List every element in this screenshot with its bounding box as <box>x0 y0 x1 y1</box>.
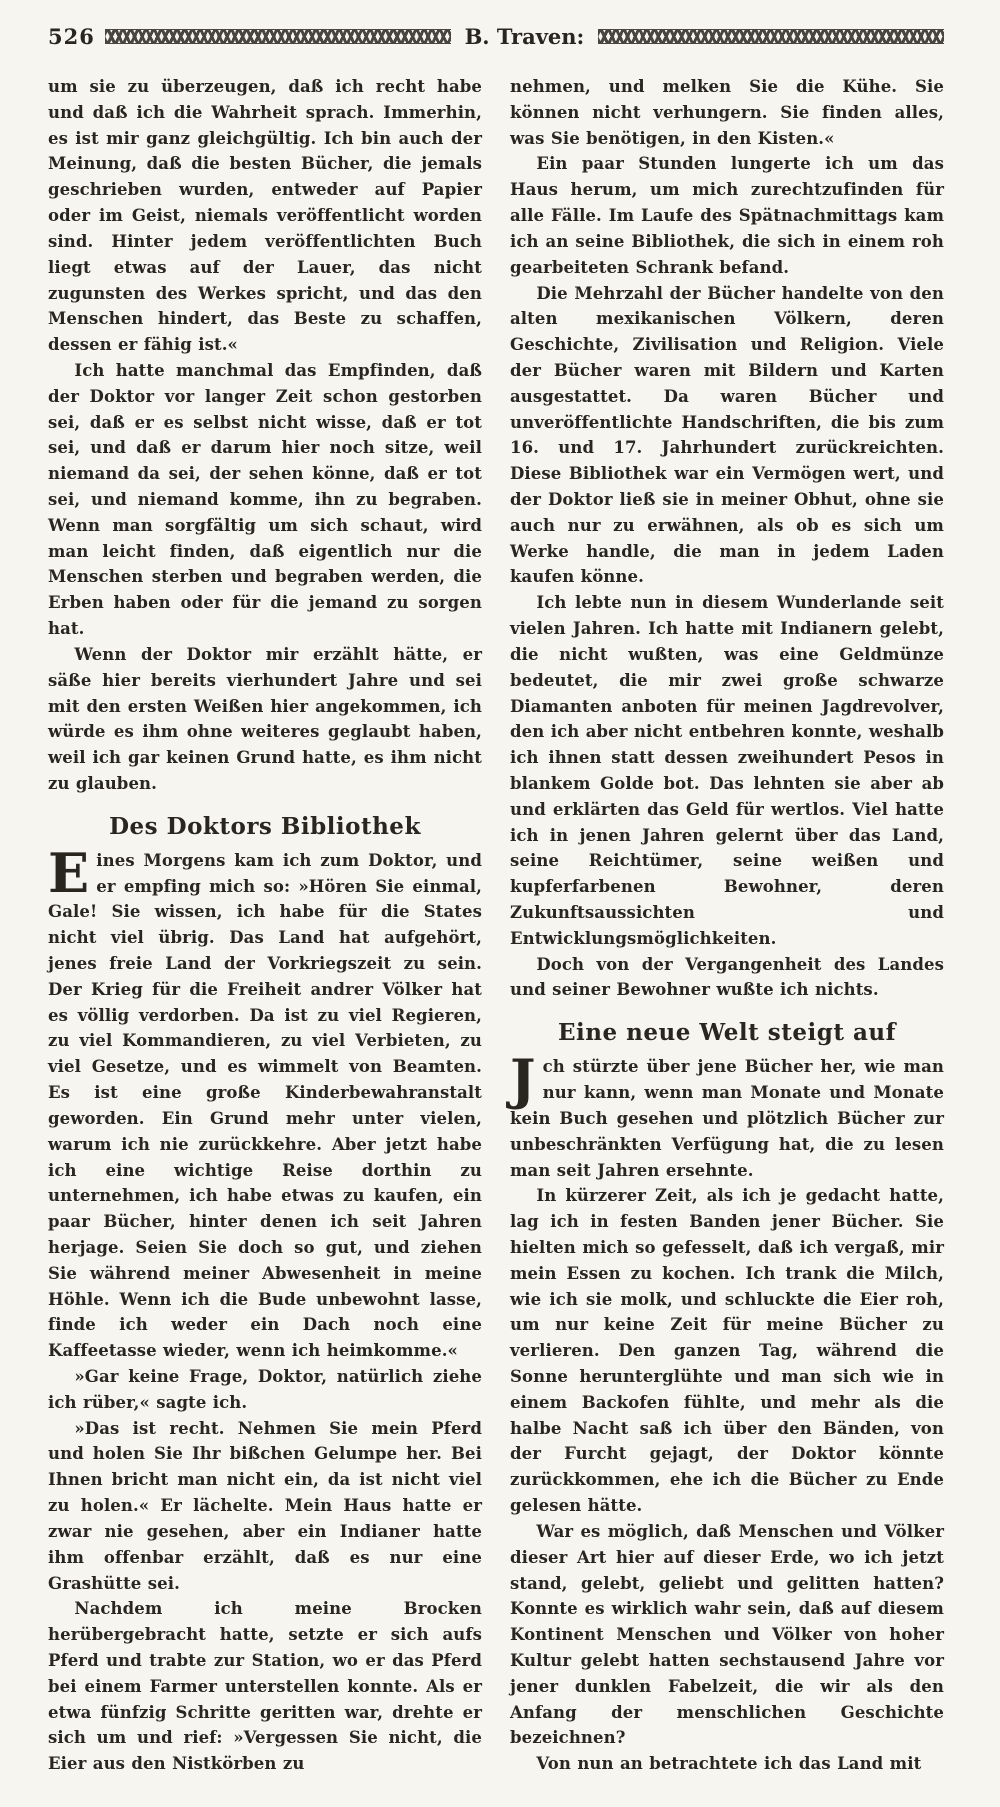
paragraph: Eines Morgens kam ich zum Doktor, und er empfing mich so: »Hören Sie einmal, Gale! Sie wissen, ich habe für die States nicht viel übrig. Das Land hat aufgehört, jenes freie Land der Vorkriegszeit zu sein. Der Krieg für die Freiheit andrer Völker hat es völlig verdorben. Da ist zu viel Regieren, zu viel Kommandieren, zu viel Verbieten, zu viel Gesetze, und es wimmelt von Beamten. Es ist eine große Kinderbewahranstalt geworden. Ein Grund mehr unter vielen, warum ich nie zurückkehre. Aber jetzt habe ich eine wichtige Reise dorthin zu unternehmen, ich habe etwas zu kaufen, ein paar Bücher, hinter denen ich seit Jahren herjage. Seien Sie doch so gut, und ziehen Sie während meiner Abwesenheit in meine Höhle. Wenn ich die Bude unbewohnt lasse, finde ich weder ein Dach noch eine Kaffeetasse wieder, wenn ich heimkomme.« <box>48 840 482 1361</box>
paragraph: Von nun an betrachtete ich das Land mit <box>536 1754 922 1774</box>
header-ornament-right <box>598 29 944 44</box>
paragraph: Ein paar Stunden lungerte ich um das Haus herum, um mich zurechtzufinden für alle Fälle. Im Laufe des Spätnachmittags kam ich an seine Bibliothek, die sich in einem roh gearbeiteten Schrank befand. <box>510 154 944 277</box>
paragraph: In kürzerer Zeit, als ich je gedacht hatte, lag ich in festen Banden jener Bücher. Sie hielten mich so gefesselt, daß ich vergaß, mir mein Essen zu kochen. Ich trank die Milch, wie ich sie molk, und schluckte die Eier roh, um nur keine Zeit für meine Bücher zu verlieren. Den ganzen Tag, während die Sonne herunterglühte und man sich wie in einem Backofen fühlte, und mehr als die halbe Nacht saß ich über den Bänden, von der Furcht gejagt, der Doktor könnte zurückkommen, ehe ich die Bücher zu Ende gelesen hätte. <box>510 1186 944 1516</box>
paragraph: War es möglich, daß Menschen und Völker dieser Art hier auf dieser Erde, wo ich jetzt stand, gelebt, geliebt und gelitten hatten? Konnte es wirklich wahr sein, daß auf diesem Kontinent Menschen und Völker von hoher Kultur gelebt hatten sechstausend Jahre vor jener dunklen Fabelzeit, die wir als den Anfang der menschlichen Geschichte bezeichnen? <box>510 1521 944 1748</box>
page-header <box>48 22 944 50</box>
text-column-right <box>510 74 944 1777</box>
text-column-left <box>48 74 482 1777</box>
paragraph: Ich hatte manchmal das Empfinden, daß der Doktor vor langer Zeit schon gestorben sei, daß er es selbst nicht wisse, daß er tot sei, und daß er darum hier noch sitze, weil niemand da sei, der sehen könne, daß er tot sei, und niemand komme, ihn zu begraben. Wenn man sorgfältig um sich schaut, wird man leicht finden, daß eigentlich nur die Menschen sterben und begraben werden, die Erben haben oder für die jemand zu sorgen hat. <box>48 360 482 639</box>
header-ornament-left <box>105 29 451 44</box>
paragraph: Doch von der Vergangenheit des Landes und seiner Bewohner wußte ich nichts. <box>510 954 944 1000</box>
paragraph: Wenn der Doktor mir erzählt hätte, er säße hier bereits vierhundert Jahre und sei mit den ersten Weißen hier angekommen, ich würde es ihm ohne weiteres geglaubt haben, weil ich gar keinen Grund hatte, es ihm nicht zu glauben. <box>48 644 482 793</box>
paragraph: Jch stürzte über jene Bücher her, wie man nur kann, wenn man Monate und Monate kein Buch gesehen und plötzlich Bücher zur unbeschränkten Verfügung hat, die zu lesen man seit Jahren ersehnte. <box>510 1047 944 1180</box>
text-columns <box>48 74 944 1777</box>
page-number: 526 <box>48 23 95 49</box>
running-title: B. Traven: <box>464 23 585 49</box>
paragraph: »Gar keine Frage, Doktor, natürlich ziehe ich rüber,« sagte ich. <box>48 1367 482 1412</box>
drop-cap: J <box>510 1047 536 1112</box>
paragraph: »Das ist recht. Nehmen Sie mein Pferd und holen Sie Ihr bißchen Gelumpe her. Bei Ihnen bricht man nicht ein, da ist nicht viel zu holen.« Er lächelte. Mein Haus hatte er zwar nie gesehen, aber ein Indianer hatte ihm offenbar erzählt, daß es nur eine Grashütte sei. <box>48 1418 482 1593</box>
drop-cap: E <box>48 840 90 905</box>
paragraph: um sie zu überzeugen, daß ich recht habe und daß ich die Wahrheit sprach. Immerhin, es ist mir ganz gleichgültig. Ich bin auch der Meinung, daß die besten Bücher, die jemals geschrieben wurden, entweder auf Papier oder im Geist, niemals veröffentlicht worden sind. Hinter jedem veröffentlichten Buch liegt etwas auf der Lauer, das nicht zugunsten des Werkes spricht, und das den Menschen hindert, das Beste zu schaffen, dessen er fähig ist.« <box>48 77 482 355</box>
paragraph: Ich lebte nun in diesem Wunderlande seit vielen Jahren. Ich hatte mit Indianern gelebt, die nicht wußten, was eine Geldmünze bedeutet, die mir zwei große schwarze Diamanten anboten für meinen Jagdrevolver, den ich aber nicht entbehren konnte, weshalb ich ihnen statt dessen zweihundert Pesos in blankem Golde bot. Das lehnten sie aber ab und erklärten das Geld für wertlos. Viel hatte ich in jenen Jahren gelernt über das Land, seine Reichtümer, seine weißen und kupferfarbenen Bewohner, deren Zukunftsaussichten und Entwicklungsmöglichkeiten. <box>510 593 944 948</box>
paragraph: nehmen, und melken Sie die Kühe. Sie können nicht verhungern. Sie finden alles, was Sie benötigen, in den Kisten.« <box>510 77 944 148</box>
section-heading: Eine neue Welt steigt auf <box>558 1019 896 1047</box>
paragraph: Nachdem ich meine Brocken herübergebracht hatte, setzte er sich aufs Pferd und trabte zur Station, wo er das Pferd bei einem Farmer unterstellen konnte. Als er etwa fünfzig Schritte geritten war, drehte er sich um und rief: »Vergessen Sie nicht, die Eier aus den Nistkörben zu <box>48 1599 482 1774</box>
paragraph: Die Mehrzahl der Bücher handelte von den alten mexikanischen Völkern, deren Geschichte, Zivilisation und Religion. Viele der Bücher waren mit Bildern und Karten ausgestattet. Da waren Bücher und unveröffentlichte Handschriften, die bis zum 16. und 17. Jahrhundert zurückreichten. Diese Bibliothek war ein Vermögen wert, und der Doktor ließ sie in meiner Obhut, ohne sie auch nur zu erwähnen, als ob es sich um Werke handle, die man in jedem Laden kaufen könne. <box>510 283 944 587</box>
section-heading: Des Doktors Bibliothek <box>109 812 421 840</box>
